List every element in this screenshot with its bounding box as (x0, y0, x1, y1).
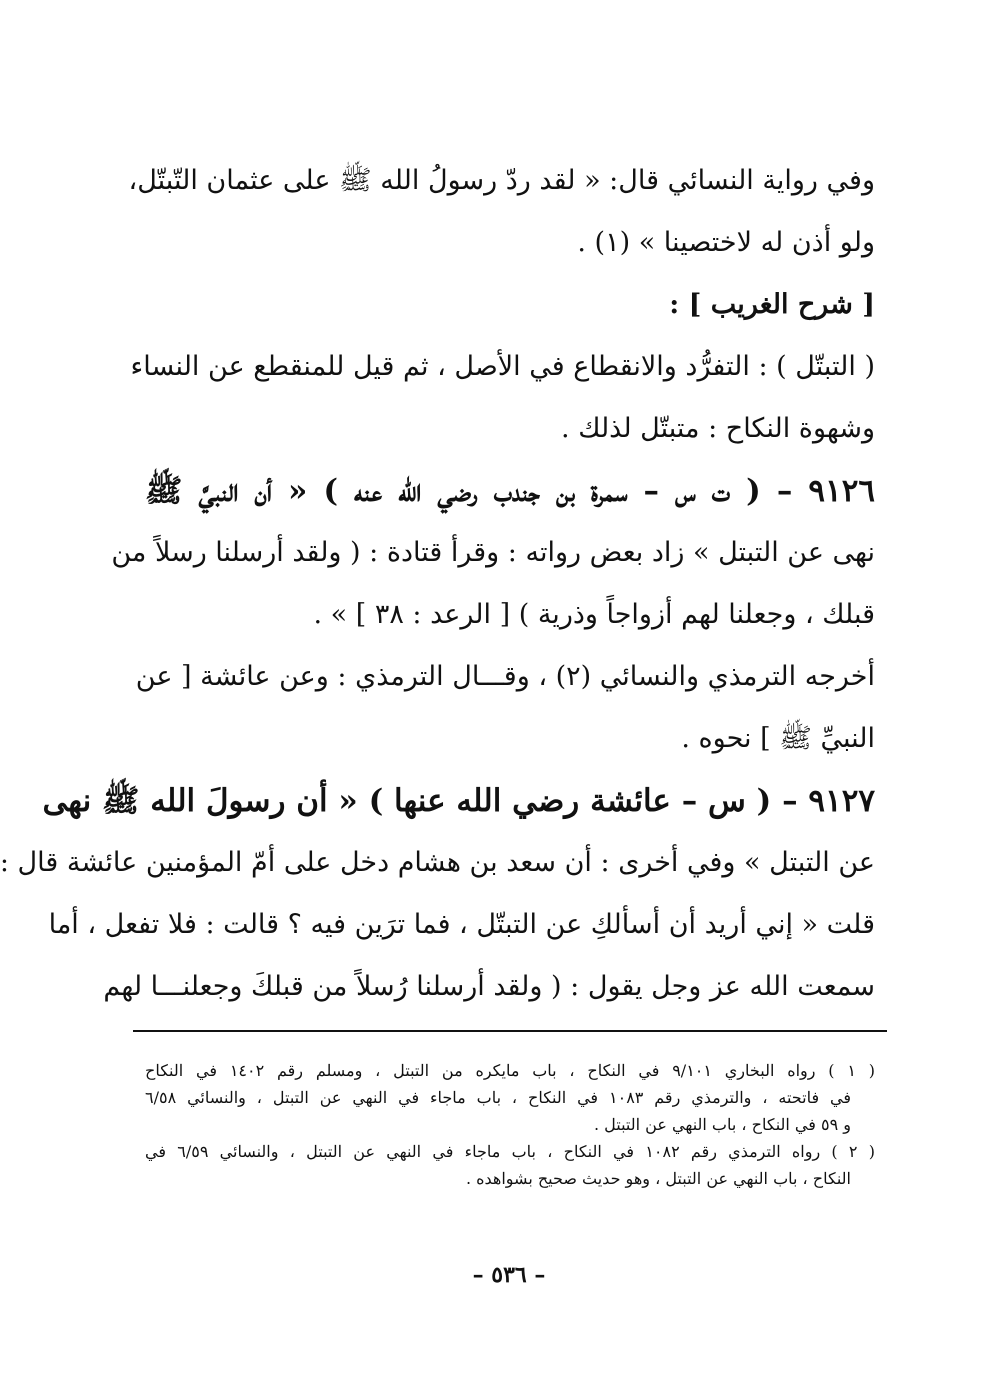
footnotes (145, 1060, 875, 1195)
text-line: وشهوة النكاح : متبتّل لذلك . (561, 413, 875, 444)
hadith-9127-heading: ٩١٢٧ – ( س – عائشة رضي الله عنها ) « أن رسولَ الله ﷺ نهى (42, 783, 875, 819)
text-line: ولو أذن له لاختصينا » (١) . (577, 227, 875, 258)
page-number: – ٥٣٦ – (472, 1262, 546, 1288)
section-heading: [ شرح الغريب ] : (669, 289, 875, 320)
footnote-line: و ٥٩ في النكاح ، باب النهي عن التبتل . (593, 1115, 851, 1134)
hadith-9126-heading: ٩١٢٦ – ( ت س – سمرة بن جندب رضي الله عنه ) « أن النبيَّ ﷺ (145, 473, 875, 509)
text-line: قلت « إني أريد أن أسألكِ عن التبتّل ، فما ترَين فيه ؟ قالت : فلا تفعل ، أما (48, 909, 875, 940)
text-line: النبيِّ ﷺ ] نحوه . (681, 723, 875, 754)
footnote-line: النكاح ، باب النهي عن التبتل ، وهو حديث صحيح بشواهده . (465, 1169, 851, 1188)
footnote-line: في فاتحته ، والترمذي رقم ١٠٨٣ في النكاح ، باب ماجاء في النهي عن التبتل ، والنسائي ٦/٥٨ (145, 1088, 851, 1107)
footnote-line: ( ٢ ) رواه الترمذي رقم ١٠٨٢ في النكاح ، باب ماجاء في النهي عن التبتل ، والنسائي ٦/٥٩ في (145, 1142, 876, 1161)
text-line: نهى عن التبتل » زاد بعض رواته : وقرأ قتادة : ( ولقد أرسلنا رسلاً من (111, 537, 875, 568)
text-line: قبلك ، وجعلنا لهم أزواجاً وذرية ) [ الرعد : ٣٨ ] » . (313, 599, 875, 630)
main-text (0, 162, 875, 1030)
text-line: سمعت الله عز وجل يقول : ( ولقد أرسلنا رُسلاً من قبلكَ وجعلنـــا لهم (103, 971, 875, 1002)
text-line: وفي رواية النسائي قال: « لقد ردّ رسولُ الله ﷺ على عثمان التّبتّل، (128, 165, 875, 196)
text-line: ( التبتّل ) : التفرُّد والانقطاع في الأصل ، ثم قيل للمنقطع عن النساء (130, 351, 875, 382)
footnote-line: ( ١ ) رواه البخاري ٩/١٠١ في النكاح ، باب مايكره من التبتل ، ومسلم رقم ١٤٠٢ في النكاح (145, 1061, 876, 1080)
text-line: أخرجه الترمذي والنسائي (٢) ، وقـــال الترمذي : وعن عائشة [ عن (135, 661, 875, 692)
footnote-separator (133, 1030, 887, 1032)
text-line: عن التبتل » وفي أخرى : أن سعد بن هشام دخل على أمّ المؤمنين عائشة قال : (0, 847, 875, 878)
